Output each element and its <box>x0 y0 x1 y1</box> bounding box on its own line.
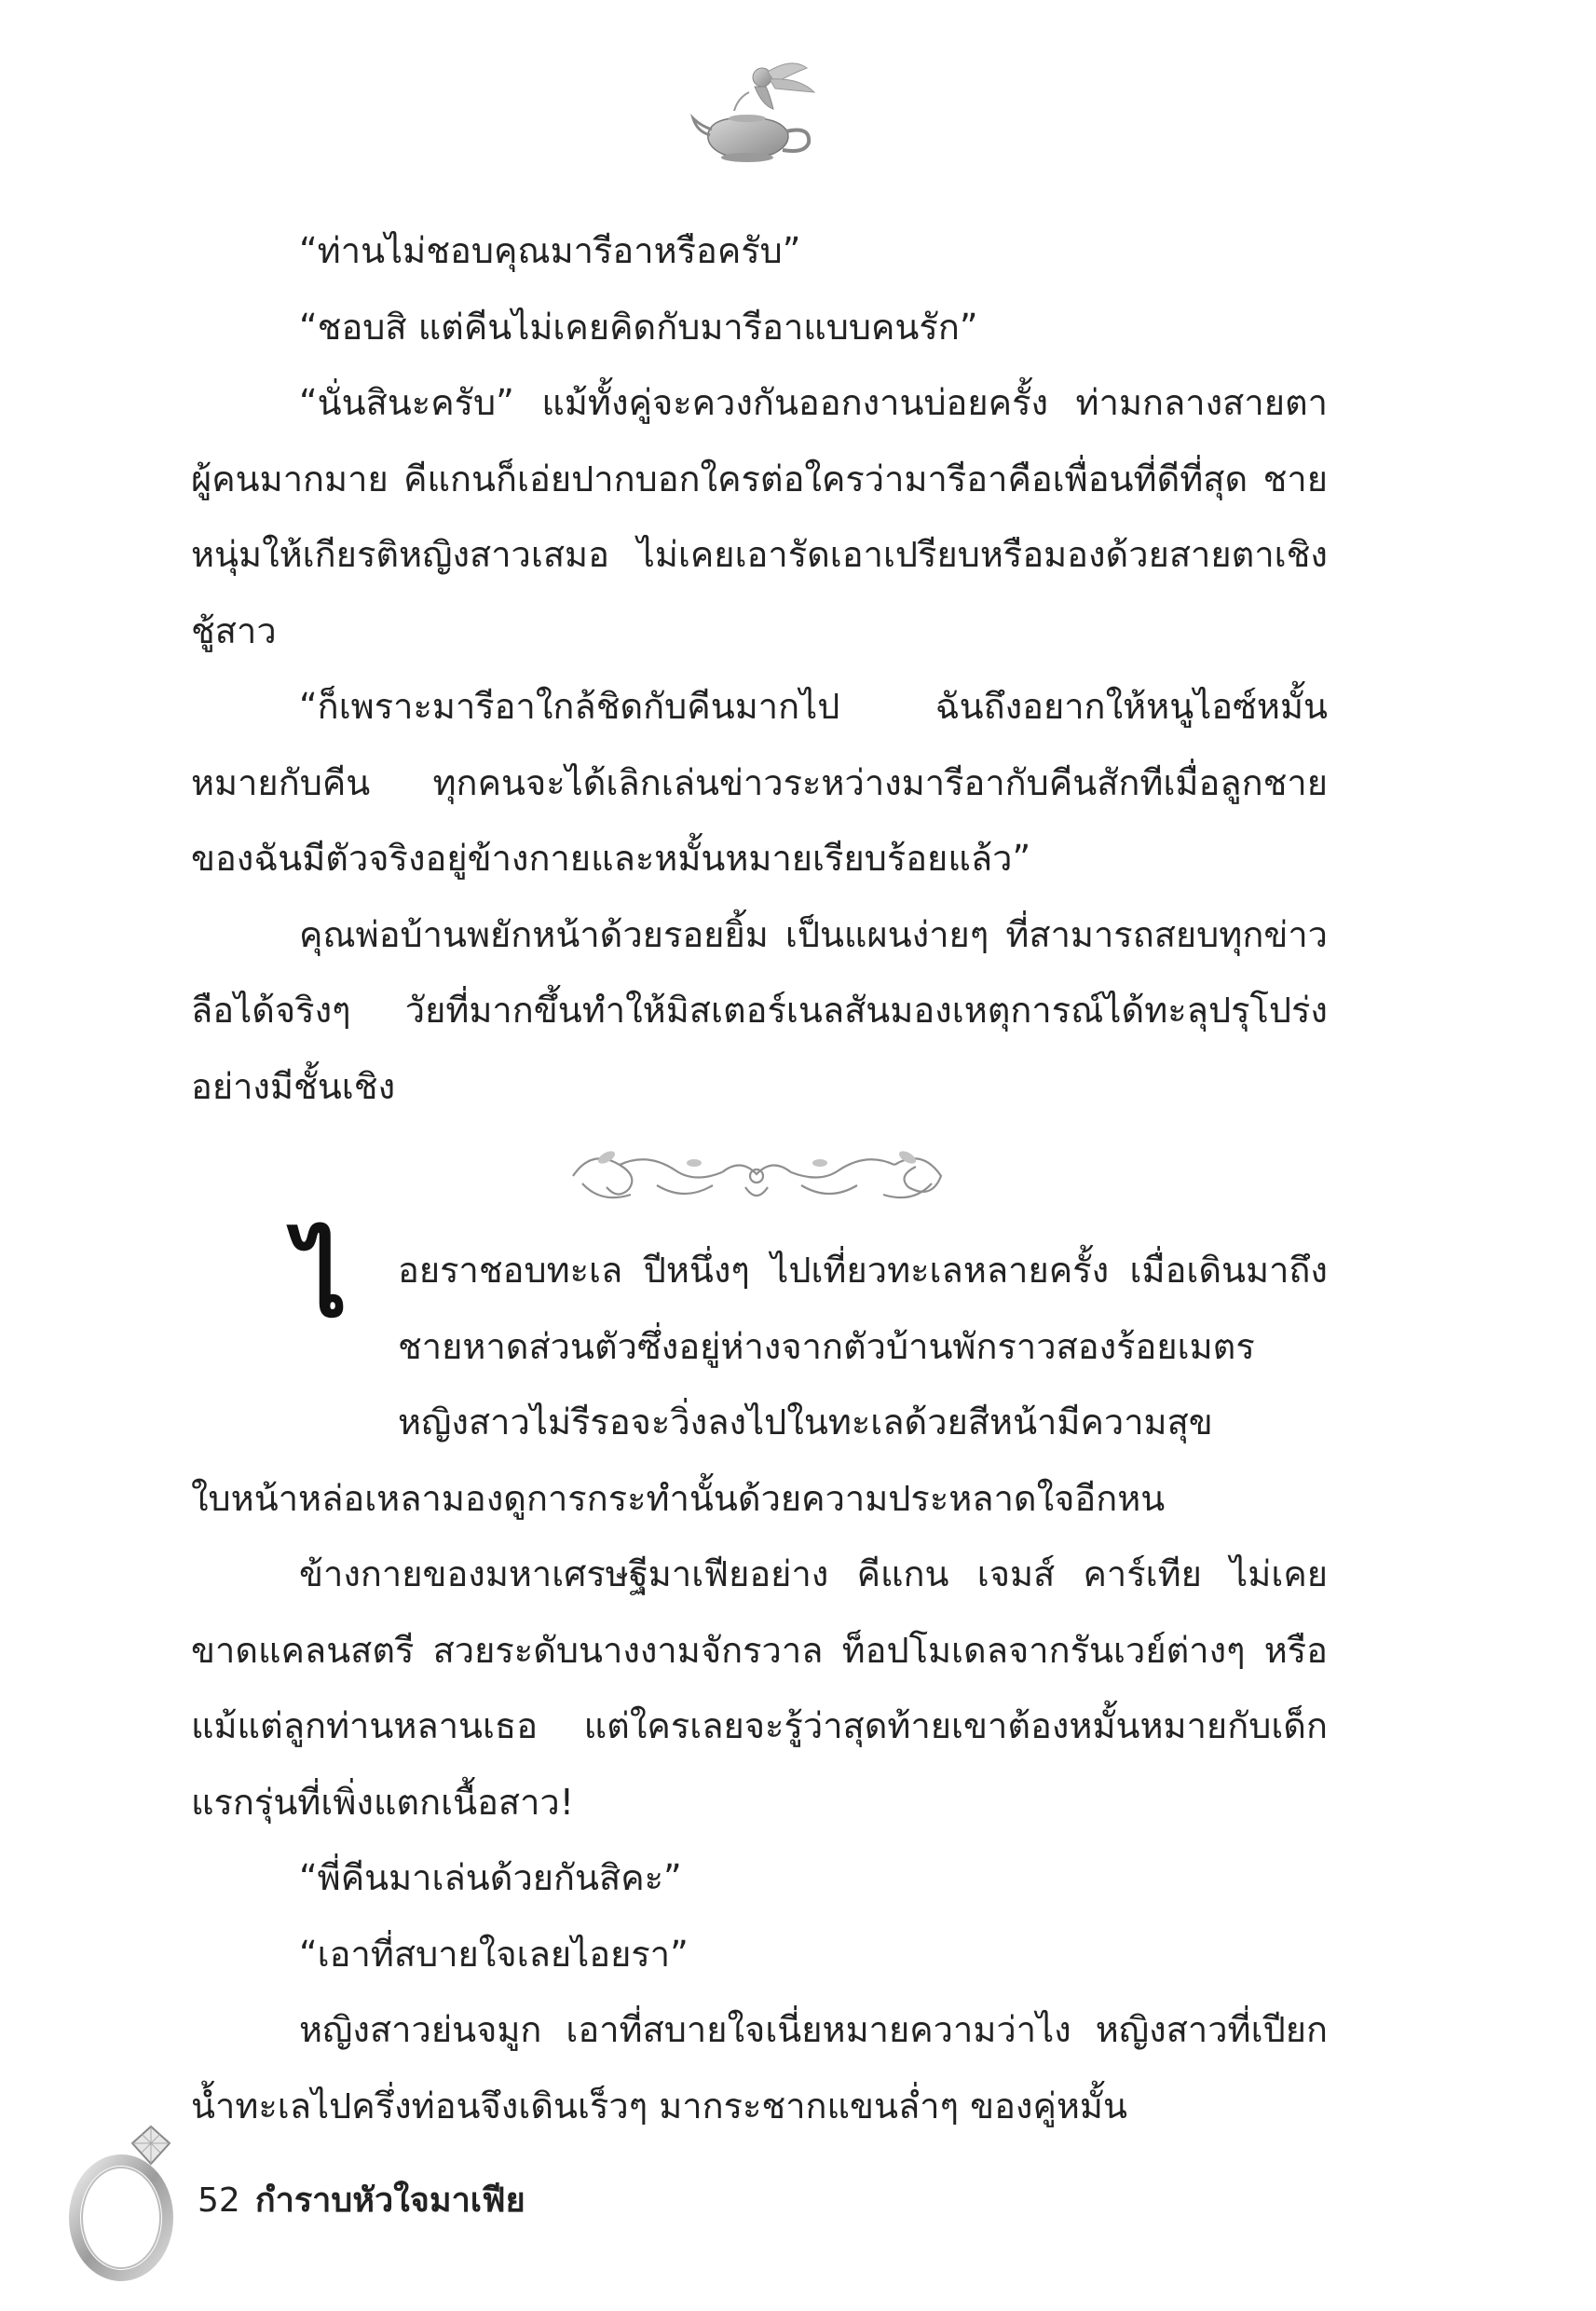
paragraph: คุณพ่อบ้านพยักหน้าด้วยรอยยิ้ม เป็นแผนง่ายๆ ที่สามารถสยบทุกข่าวลือได้จริงๆ วัยที่มากขึ้นทำให้มิสเตอร์เนลสันมองเหตุการณ์ได้ทะลุปรุโปร่งอย่างมีชั้นเชิง <box>191 913 1328 1107</box>
diamond-ring-icon <box>65 2106 196 2283</box>
cherub-teapot-ornament-icon <box>689 51 829 172</box>
floral-divider-icon <box>564 1129 950 1218</box>
paragraph: “เอาที่สบายใจเลยไอยรา” <box>299 1933 689 1975</box>
first-paragraph <box>191 1220 1328 1537</box>
drop-cap: ไ <box>295 1220 348 1340</box>
paragraph: ข้างกายของมหาเศรษฐีมาเฟียอย่าง คีแกน เจมส์ คาร์เทีย ไม่เคยขาดแคลนสตรี สวยระดับนางงามจักรวาล ท็อปโมเดลจากรันเวย์ต่างๆ หรือแม้แต่ลูกท่านหลานเธอ แต่ใครเลยจะรู้ว่าสุดท้ายเขาต้องหมั้นหมายกับเด็กแรกรุ่นที่เพิ่งแตกเนื้อสาว! <box>191 1553 1328 1823</box>
paragraph: หญิงสาวย่นจมูก เอาที่สบายใจเนี่ยหมายความว่าไง หญิงสาวที่เปียกน้ำทะเลไปครึ่งท่อนจึงเดินเร็วๆ มากระชากแขนล่ำๆ ของคู่หมั้น <box>191 2009 1328 2126</box>
book-title: กำราบหัวใจมาเฟีย <box>254 2181 525 2220</box>
paragraph: “นั่นสินะครับ” แม้ทั้งคู่จะควงกันออกงานบ่อยครั้ง ท่ามกลางสายตาผู้คนมากมาย คีแกนก็เอ่ยปากบอกใครต่อใครว่ามารีอาคือเพื่อนที่ดีที่สุด ชายหนุ่มให้เกียรติหญิงสาวเสมอ ไม่เคยเอารัดเอาเปรียบหรือมองด้วยสายตาเชิงชู้สาว <box>191 382 1328 651</box>
page-number: 52 <box>198 2181 240 2220</box>
section-1-text <box>191 213 1328 1125</box>
section-2-text <box>191 1220 1328 2144</box>
page-footer <box>198 2181 525 2222</box>
paragraph: “ชอบสิ แต่คีนไม่เคยคิดกับมารีอาแบบคนรัก” <box>299 306 978 348</box>
paragraph: “ก็เพราะมารีอาใกล้ชิดกับคีนมากไป ฉันถึงอยากให้หนูไอซ์หมั้นหมายกับคีน ทุกคนจะได้เลิกเล่นข่าวระหว่างมารีอากับคีนสักทีเมื่อลูกชายของฉันมีตัวจริงอยู่ข้างกายและหมั้นหมายเรียบร้อยแล้ว” <box>191 686 1328 879</box>
first-paragraph-text: อยราชอบทะเล ปีหนึ่งๆ ไปเที่ยวทะเลหลายครั้ง เมื่อเดินมาถึงชายหาดส่วนตัวซึ่งอยู่ห่างจากตัวบ้านพักราวสองร้อยเมตร หญิงสาวไม่รีรอจะวิ่งลงไปในทะเลด้วยสีหน้ามีความสุข ใบหน้าหล่อเหลามองดูการกระทำนั้นด้วยความประหลาดใจอีกหน <box>191 1250 1328 1519</box>
paragraph: “ท่านไม่ชอบคุณมารีอาหรือครับ” <box>299 230 801 271</box>
paragraph: “พี่คีนมาเล่นด้วยกันสิคะ” <box>299 1857 682 1898</box>
